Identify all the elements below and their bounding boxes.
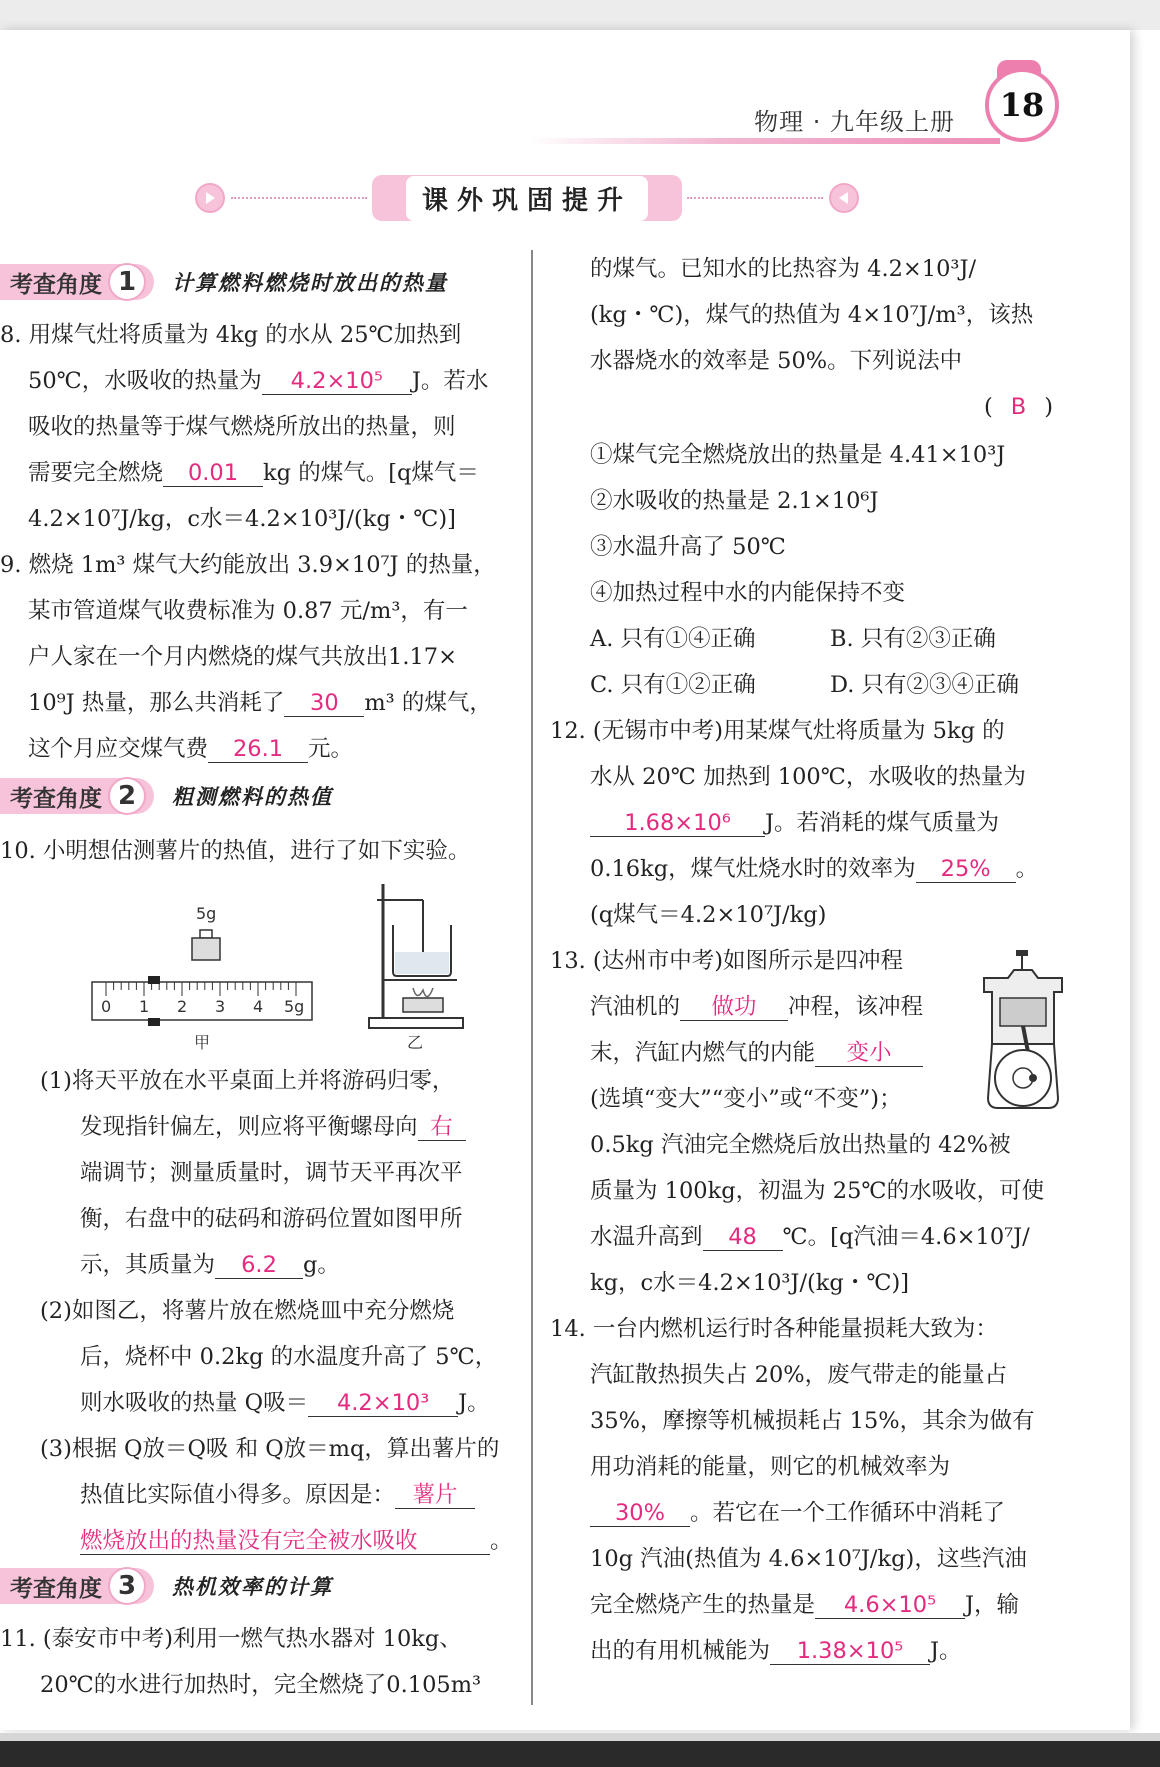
- text: J。若消耗的煤气质量为: [765, 810, 1000, 836]
- q10-part1-line1: (1)将天平放在水平桌面上并将游码归零，: [40, 1068, 455, 1094]
- answer-blank: 变小: [815, 1040, 923, 1067]
- q11-line2: 20℃的水进行加热时，完全燃烧了0.105m³: [40, 1672, 482, 1698]
- answer-choice: B: [1010, 394, 1027, 420]
- answer-blank: 48: [703, 1224, 783, 1251]
- scale-label: 2: [177, 997, 188, 1016]
- banner-right-arrow-icon: [829, 183, 859, 213]
- banner-left-dots: [231, 197, 367, 199]
- q14-line8: [590, 1636, 962, 1666]
- banner-title: 课外巩固提升: [406, 176, 648, 221]
- section-tag: [0, 1568, 154, 1604]
- header-rule: [530, 138, 1000, 144]
- q10-part3-line3: [80, 1526, 513, 1556]
- q14-line6: 10g 汽油(热值为 4.6×10⁷J/kg)，这些汽油: [590, 1546, 1027, 1572]
- q11-right-line1: 的煤气。已知水的比热容为 4.2×10³J/: [590, 256, 977, 282]
- q11-choice-c: C. 只有①②正确: [590, 672, 756, 698]
- answer-blank: 做功: [680, 994, 788, 1021]
- section-heading-1: [0, 262, 448, 302]
- section-tag: [0, 778, 154, 814]
- page-number-circle: [985, 68, 1059, 142]
- page-number-badge: [985, 60, 1065, 144]
- q14-line4: 用功消耗的能量，则它的机械效率为: [590, 1454, 951, 1480]
- q13-line6: 质量为 100kg，初温为 25℃的水吸收，可使: [590, 1178, 1045, 1204]
- q11-option2: ②水吸收的热量是 2.1×10⁶J: [590, 488, 879, 514]
- q10-part2-line3: [80, 1388, 490, 1418]
- scale-label: 0: [101, 997, 112, 1016]
- figure-burning-setup: [365, 880, 475, 1055]
- q12-line3: [590, 808, 999, 838]
- q10-part1-line4: 衡，右盘中的砝码和游码位置如图甲所: [80, 1206, 463, 1232]
- q14-line2: 汽缸散热损失占 20%，废气带走的能量占: [590, 1362, 1008, 1388]
- text: 冲程，该冲程: [788, 994, 924, 1020]
- q8-line3: 吸收的热量等于煤气燃烧所放出的热量，则: [28, 414, 456, 440]
- text: 示，其质量为: [80, 1252, 216, 1278]
- q11-choice-a: A. 只有①④正确: [590, 626, 756, 652]
- q9-line2: 某市管道煤气收费标准为 0.87 元/m³，有一: [28, 598, 468, 624]
- q9-line5: [28, 734, 353, 764]
- q10-part2-line1: (2)如图乙，将薯片放在燃烧皿中充分燃烧: [40, 1298, 455, 1324]
- q10-line1: 10. 小明想估测薯片的热值，进行了如下实验。: [0, 838, 471, 864]
- answer-blank: 25%: [916, 856, 1016, 883]
- weight-label: 5g: [196, 904, 217, 923]
- q13-line8: kg，c水＝4.2×10³J/(kg・℃)]: [590, 1270, 910, 1296]
- q14-line1: 14. 一台内燃机运行时各种能量损耗大致为：: [550, 1316, 998, 1342]
- answer-blank: 30: [284, 690, 364, 717]
- answer-blank: 4.2×10³: [308, 1390, 458, 1417]
- q11-choice-d: D. 只有②③④正确: [830, 672, 1020, 698]
- text: 则水吸收的热量 Q吸＝: [80, 1390, 309, 1416]
- engine-icon: [978, 948, 1068, 1113]
- text: 元。: [308, 736, 354, 762]
- banner-box: [372, 175, 682, 221]
- q9-line4: [28, 688, 492, 718]
- answer-blank: 26.1: [208, 736, 308, 763]
- q9-line1: 9. 燃烧 1m³ 煤气大约能放出 3.9×10⁷J 的热量，: [0, 552, 496, 578]
- q14-line5: [590, 1498, 1005, 1528]
- text: 发现指针偏左，则应将平衡螺母向: [80, 1114, 418, 1140]
- section-label: 考查角度: [10, 1575, 102, 1602]
- section-label: 考查角度: [10, 785, 102, 812]
- column-divider: [531, 250, 533, 1705]
- text: kg 的煤气。[q煤气＝: [263, 460, 479, 486]
- text: 完全燃烧产生的热量是: [590, 1592, 816, 1618]
- q11-option4: ④加热过程中水的内能保持不变: [590, 580, 906, 606]
- q11-option1: ①煤气完全燃烧放出的热量是 4.41×10³J: [590, 442, 1006, 468]
- book-title: 物理 · 九年级上册: [754, 108, 955, 136]
- weight-icon: [88, 900, 318, 1050]
- text: J，输: [965, 1592, 1020, 1618]
- q10-part1-line5: [80, 1250, 340, 1280]
- scale-label: 4: [253, 997, 264, 1016]
- text: m³ 的煤气，: [364, 690, 492, 716]
- q13-line1: 13. (达州市中考)如图所示是四冲程: [550, 948, 903, 974]
- section-title: 粗测燃料的热值: [172, 784, 333, 809]
- text: 0.16kg，煤气灶烧水时的效率为: [590, 856, 916, 882]
- text: 水温升高到: [590, 1224, 703, 1250]
- q11-right-line2: (kg・℃)，煤气的热值为 4×10⁷J/m³，该热: [590, 302, 1034, 328]
- figure-engine: [978, 948, 1068, 1113]
- viewer-bottom-bar: [0, 1741, 1160, 1767]
- text: 末，汽缸内燃气的内能: [590, 1040, 816, 1066]
- text: 50℃，水吸收的热量为: [28, 368, 262, 394]
- q10-part2-line2: 后，烧杯中 0.2kg 的水温度升高了 5℃，: [80, 1344, 498, 1370]
- q10-part1-line2: [80, 1112, 466, 1142]
- q12-line4: [590, 854, 1038, 884]
- answer-blank: 1.38×10⁵: [770, 1638, 930, 1665]
- scale-label: 3: [215, 997, 226, 1016]
- figure-label-a: 甲: [194, 1033, 211, 1052]
- scale-label: 5g: [284, 997, 305, 1016]
- figure-label-b: 乙: [407, 1033, 424, 1052]
- q8-line2: [28, 366, 488, 396]
- text: J。: [930, 1638, 962, 1664]
- q10-part1-line3: 端调节；测量质量时，调节天平再次平: [80, 1160, 463, 1186]
- answer-blank: 30%: [590, 1500, 690, 1527]
- q8-line5: 4.2×10⁷J/kg，c水＝4.2×10³J/(kg・℃)]: [28, 506, 456, 532]
- text: 热值比实际值小得多。原因是：: [80, 1482, 396, 1508]
- answer-blank: 右: [418, 1114, 466, 1141]
- answer-blank: 4.6×10⁵: [815, 1592, 965, 1619]
- q13-line3: [590, 1038, 923, 1068]
- text: 。: [490, 1528, 513, 1554]
- q11-right-line3: 水器烧水的效率是 50%。下列说法中: [590, 348, 963, 374]
- text: 10⁹J 热量，那么共消耗了: [28, 690, 285, 716]
- text: g。: [303, 1252, 340, 1278]
- text: 需要完全燃烧: [28, 460, 164, 486]
- q9-line3: 户人家在一个月内燃烧的煤气共放出1.17×: [28, 644, 457, 670]
- section-number: 3: [108, 1567, 146, 1605]
- text: ℃。[q汽油＝4.6×10⁷J/: [782, 1224, 1030, 1250]
- viewer-top-bar: [0, 0, 1160, 30]
- scale-label: 1: [139, 997, 150, 1016]
- q14-line7: [590, 1590, 1019, 1620]
- section-number: 2: [108, 777, 146, 815]
- q12-line5: (q煤气＝4.2×10⁷J/kg): [590, 902, 827, 928]
- text: 。: [1015, 856, 1039, 882]
- q11-option3: ③水温升高了 50℃: [590, 534, 786, 560]
- q13-line4: (选填“变大”“变小”或“不变”)；: [590, 1086, 902, 1112]
- beaker-stand-icon: [365, 880, 475, 1055]
- q12-line1: 12. (无锡市中考)用某煤气灶将质量为 5kg 的: [550, 718, 1005, 744]
- answer-blank: 燃烧放出的热量没有完全被水吸收: [80, 1528, 490, 1555]
- banner-right-dots: [687, 197, 823, 199]
- text: ): [1044, 394, 1053, 420]
- q10-part3-line2: [80, 1480, 475, 1510]
- text: (: [984, 394, 993, 420]
- section-banner: [195, 175, 895, 223]
- text: 。若它在一个工作循环中消耗了: [690, 1500, 1006, 1526]
- banner-left-arrow-icon: [195, 183, 225, 213]
- q13-line2: [590, 992, 923, 1022]
- answer-blank: 薯片: [395, 1482, 475, 1509]
- answer-blank: 1.68×10⁶: [590, 810, 765, 837]
- answer-blank: 6.2: [215, 1252, 303, 1279]
- text: 汽油机的: [590, 994, 681, 1020]
- text: J。: [458, 1390, 490, 1416]
- q11-answer: [984, 392, 1053, 422]
- section-tag: [0, 264, 154, 300]
- section-heading-3: [0, 1566, 333, 1606]
- figure-balance-scale: [88, 900, 318, 1050]
- q10-part3-line1: (3)根据 Q放＝Q吸 和 Q放＝mq，算出薯片的: [40, 1436, 500, 1462]
- section-title: 计算燃料燃烧时放出的热量: [172, 270, 448, 295]
- page-number: 18: [999, 86, 1045, 124]
- text: 出的有用机械能为: [590, 1638, 771, 1664]
- answer-blank: 0.01: [163, 460, 263, 487]
- section-number: 1: [108, 263, 146, 301]
- text: 这个月应交煤气费: [28, 736, 209, 762]
- viewer-bottom-edge: [0, 1733, 1160, 1741]
- q13-line5: 0.5kg 汽油完全燃烧后放出热量的 42%被: [590, 1132, 1011, 1158]
- q8-line4: [28, 458, 479, 488]
- q11-line1: 11. (泰安市中考)利用一燃气热水器对 10kg、: [0, 1626, 462, 1652]
- q8-line1: 8. 用煤气灶将质量为 4kg 的水从 25℃加热到: [0, 322, 462, 348]
- q12-line2: 水从 20℃ 加热到 100℃，水吸收的热量为: [590, 764, 1026, 790]
- q13-line7: [590, 1222, 1030, 1252]
- q11-choice-b: B. 只有②③正确: [830, 626, 996, 652]
- section-title: 热机效率的计算: [172, 1574, 333, 1599]
- section-heading-2: [0, 776, 333, 816]
- section-label: 考查角度: [10, 271, 102, 298]
- q14-line3: 35%，摩擦等机械损耗占 15%，其余为做有: [590, 1408, 1035, 1434]
- text: J。若水: [411, 368, 489, 394]
- answer-blank: 4.2×10⁵: [262, 368, 412, 395]
